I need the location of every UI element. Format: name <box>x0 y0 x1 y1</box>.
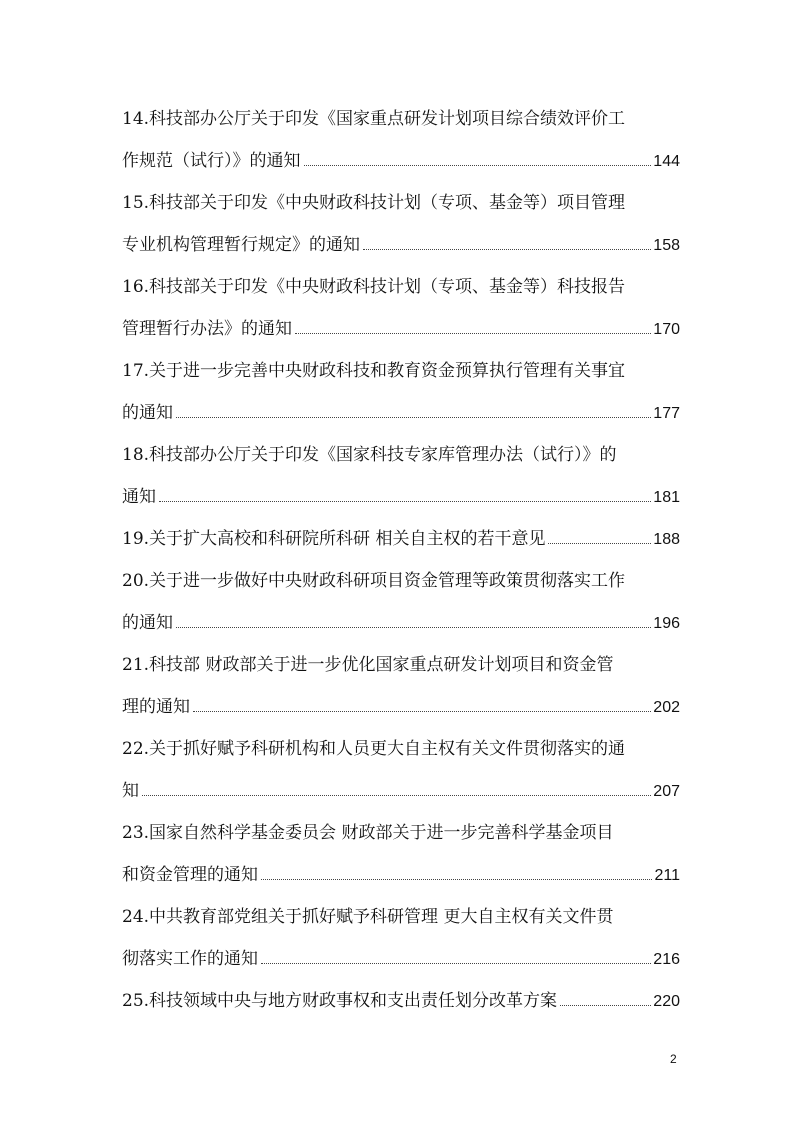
toc-page-number: 196 <box>653 615 680 632</box>
toc-entry-16[interactable] <box>122 266 680 350</box>
toc-entry-25[interactable] <box>122 980 680 1022</box>
toc-entry-text: 22.关于抓好赋予科研机构和人员更大自主权有关文件贯彻落实的通 <box>122 739 626 759</box>
toc-entry-text: 24.中共教育部党组关于抓好赋予科研管理 更大自主权有关文件贯 <box>122 907 614 927</box>
dot-leader <box>159 500 651 502</box>
table-of-contents <box>122 98 680 1022</box>
toc-entry-text: 作规范（试行）》的通知 <box>122 151 301 171</box>
dot-leader <box>176 416 651 418</box>
toc-entry-text: 的通知 <box>122 613 173 633</box>
dot-leader <box>261 962 651 964</box>
toc-page-number: 181 <box>653 489 680 506</box>
dot-leader <box>193 710 651 712</box>
dot-leader <box>363 248 651 250</box>
toc-entry-text: 通知 <box>122 487 156 507</box>
toc-page-number: 202 <box>653 699 680 716</box>
toc-page-number: 207 <box>653 783 680 800</box>
toc-entry-text: 23.国家自然科学基金委员会 财政部关于进一步完善科学基金项目 <box>122 823 614 843</box>
toc-entry-19[interactable] <box>122 518 680 560</box>
toc-entry-text: 理的通知 <box>122 697 190 717</box>
toc-entry-22[interactable] <box>122 728 680 812</box>
toc-entry-text: 25.科技领域中央与地方财政事权和支出责任划分改革方案 <box>122 991 558 1011</box>
toc-entry-text: 知 <box>122 781 139 801</box>
toc-entry-23[interactable] <box>122 812 680 896</box>
dot-leader <box>548 542 651 544</box>
dot-leader <box>261 878 652 880</box>
toc-entry-text: 和资金管理的通知 <box>122 865 258 885</box>
dot-leader <box>304 164 652 166</box>
toc-entry-text: 16.科技部关于印发《中央财政科技计划（专项、基金等）科技报告 <box>122 277 626 297</box>
toc-page-number: 170 <box>653 321 680 338</box>
toc-entry-14[interactable] <box>122 98 680 182</box>
toc-entry-17[interactable] <box>122 350 680 434</box>
page-number: 2 <box>670 1052 677 1066</box>
toc-page-number: 216 <box>653 951 680 968</box>
toc-entry-text: 15.科技部关于印发《中央财政科技计划（专项、基金等）项目管理 <box>122 193 626 213</box>
toc-page-number: 144 <box>653 153 680 170</box>
toc-entry-text: 专业机构管理暂行规定》的通知 <box>122 235 360 255</box>
toc-page-number: 188 <box>653 531 680 548</box>
toc-entry-text: 14.科技部办公厅关于印发《国家重点研发计划项目综合绩效评价工 <box>122 109 626 129</box>
toc-entry-text: 19.关于扩大高校和科研院所科研 相关自主权的若干意见 <box>122 529 546 549</box>
toc-entry-21[interactable] <box>122 644 680 728</box>
toc-entry-text: 18.科技部办公厅关于印发《国家科技专家库管理办法（试行）》的 <box>122 445 617 465</box>
toc-entry-15[interactable] <box>122 182 680 266</box>
toc-entry-text: 17.关于进一步完善中央财政科技和教育资金预算执行管理有关事宜 <box>122 361 626 381</box>
toc-entry-text: 管理暂行办法》的通知 <box>122 319 292 339</box>
toc-entry-text: 的通知 <box>122 403 173 423</box>
dot-leader <box>295 332 651 334</box>
toc-entry-20[interactable] <box>122 560 680 644</box>
toc-page-number: 158 <box>653 237 680 254</box>
toc-entry-text: 21.科技部 财政部关于进一步优化国家重点研发计划项目和资金管 <box>122 655 614 675</box>
toc-entry-text: 彻落实工作的通知 <box>122 949 258 969</box>
dot-leader <box>176 626 651 628</box>
toc-entry-24[interactable] <box>122 896 680 980</box>
toc-entry-text: 20.关于进一步做好中央财政科研项目资金管理等政策贯彻落实工作 <box>122 571 626 591</box>
toc-page-number: 220 <box>653 993 680 1010</box>
toc-page-number: 177 <box>653 405 680 422</box>
toc-page-number: 211 <box>654 867 680 884</box>
dot-leader <box>560 1004 651 1006</box>
dot-leader <box>142 794 651 796</box>
toc-entry-18[interactable] <box>122 434 680 518</box>
